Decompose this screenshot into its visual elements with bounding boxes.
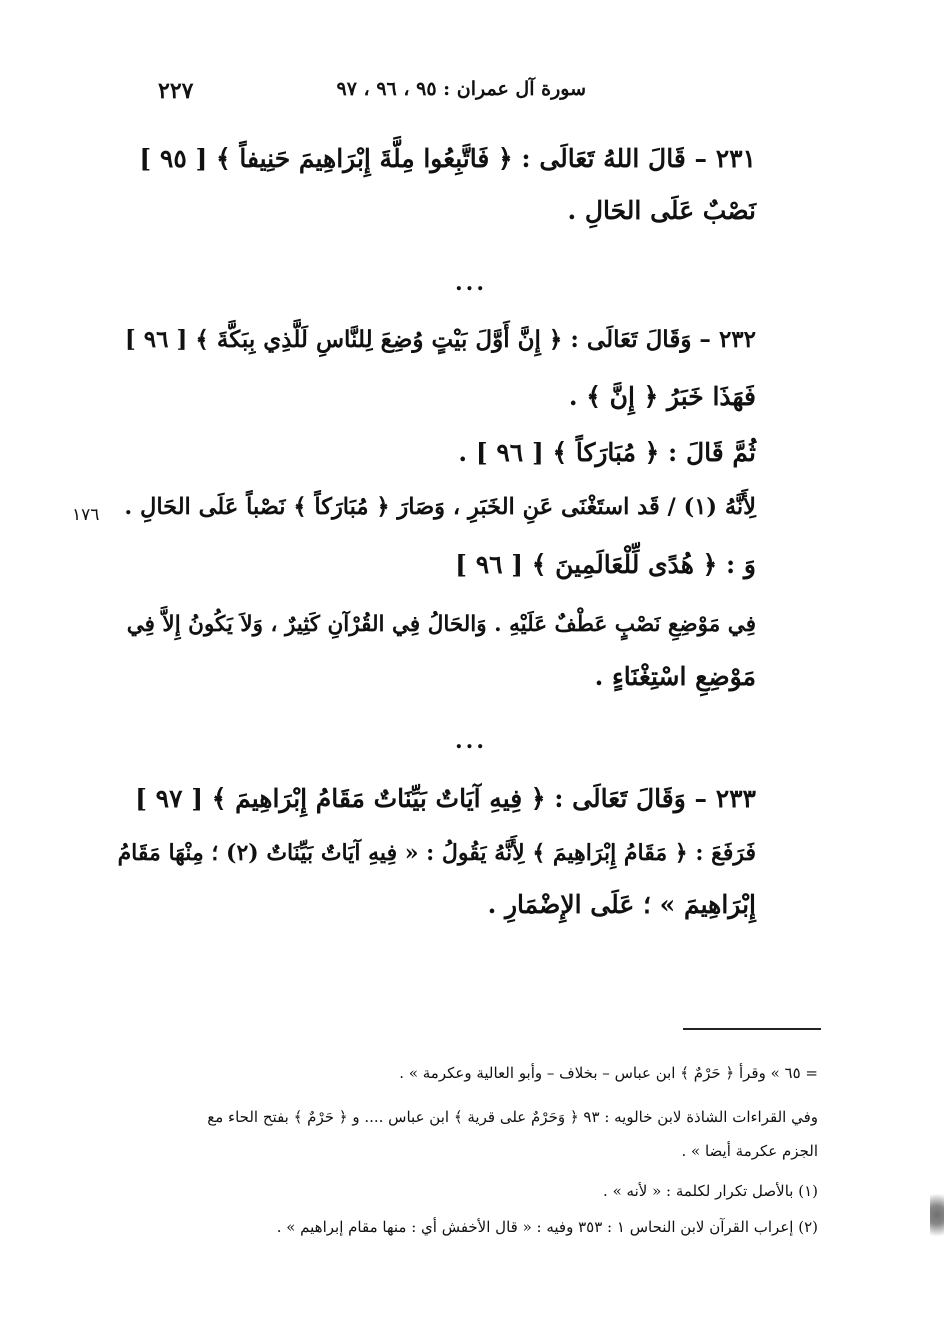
footnote-continuation: الجزم عكرمة أيضا » . — [681, 1142, 818, 1160]
entry-231-heading: ٢٣١ – قَالَ اللهُ تَعَالَى : ﴿ فَاتَّبِعُوا مِلَّةَ إِبْرَاهِيمَ حَنِيفاً ﴾ [ ٩٥ ] — [139, 144, 756, 173]
margin-page-reference: ١٧٦ — [72, 505, 100, 525]
entry-232-line-5: فِي مَوْضِعِ نَصْبٍ عَطْفٌ عَلَيْهِ . وَالحَالُ فِي القُرْآنِ كَثِيرٌ ، وَلاَ يَكُونُ إِلاَّ فِي — [126, 612, 756, 637]
section-separator: ... — [455, 728, 487, 754]
entry-231-text: نَصْبٌ عَلَى الحَالِ . — [567, 196, 756, 225]
entry-232-line-6: مَوْضِعِ اسْتِغْنَاءٍ . — [594, 662, 756, 691]
entry-232-line-4: وَ : ﴿ هُدًى لِّلْعَالَمِينَ ﴾ [ ٩٦ ] — [455, 550, 756, 579]
footnote-continuation: = ٦٥ » وقرأ ﴿ حَرْمٌ ﴾ ابن عباس – بخلاف – وأبو العالية وعكرمة » . — [399, 1064, 818, 1082]
entry-232-line-1: فَهَذَا خَبَرُ ﴿ إِنَّ ﴾ . — [568, 382, 756, 411]
entry-233-heading: ٢٣٣ – وَقَالَ تَعَالَى : ﴿ فِيهِ آيَاتٌ بَيِّنَاتٌ مَقَامُ إِبْرَاهِيمَ ﴾ [ ٩٧ ] — [135, 784, 756, 813]
running-header: سورة آل عمران : ٩٥ ، ٩٦ ، ٩٧ — [336, 78, 586, 100]
entry-232-heading: ٢٣٢ – وَقَالَ تَعَالَى : ﴿ إِنَّ أَوَّلَ بَيْتٍ وُضِعَ لِلنَّاسِ لَلَّذِي بِبَكَّةَ ﴾ [ ٩٦ ] — [124, 326, 756, 353]
footnote-2: (٢) إعراب القرآن لابن النحاس ١ : ٣٥٣ وفيه : « قال الأخفش أي : منها مقام إبراهيم » . — [276, 1218, 818, 1236]
footnote-rule — [683, 1028, 821, 1030]
entry-233-line-1: فَرَفَعَ : ﴿ مَقَامُ إِبْرَاهِيمَ ﴾ لِأَنَّهُ يَقُولُ : « فِيهِ آيَاتٌ بَيِّنَاتٌ (٢) ؛ مِنْهَا مَقَامُ — [117, 840, 756, 866]
entry-232-line-2: ثُمَّ قَالَ : ﴿ مُبَارَكاً ﴾ [ ٩٦ ] . — [458, 438, 756, 467]
entry-232-line-3: لِأَنَّهُ (١) / قَد استَغْنَى عَنِ الخَبَرِ ، وَصَارَ ﴿ مُبَارَكاً ﴾ نَصْباً عَلَى الحَالِ . — [124, 494, 756, 520]
footnote-1: (١) بالأصل تكرار لكلمة : « لأنه » . — [603, 1182, 818, 1200]
page-number: ٢٢٧ — [158, 78, 194, 104]
scan-mark — [930, 1185, 944, 1245]
entry-233-line-2: إِبْرَاهِيمَ » ؛ عَلَى الإِضْمَارِ . — [487, 890, 756, 919]
footnote-continuation: وفي القراءات الشاذة لابن خالويه : ٩٣ ﴿ وَحَرْمٌ على قرية ﴾ ابن عباس .... و ﴿ حَرْمٌ ﴾ بفتح الحاء مع — [207, 1108, 818, 1126]
section-separator: ... — [455, 270, 487, 296]
